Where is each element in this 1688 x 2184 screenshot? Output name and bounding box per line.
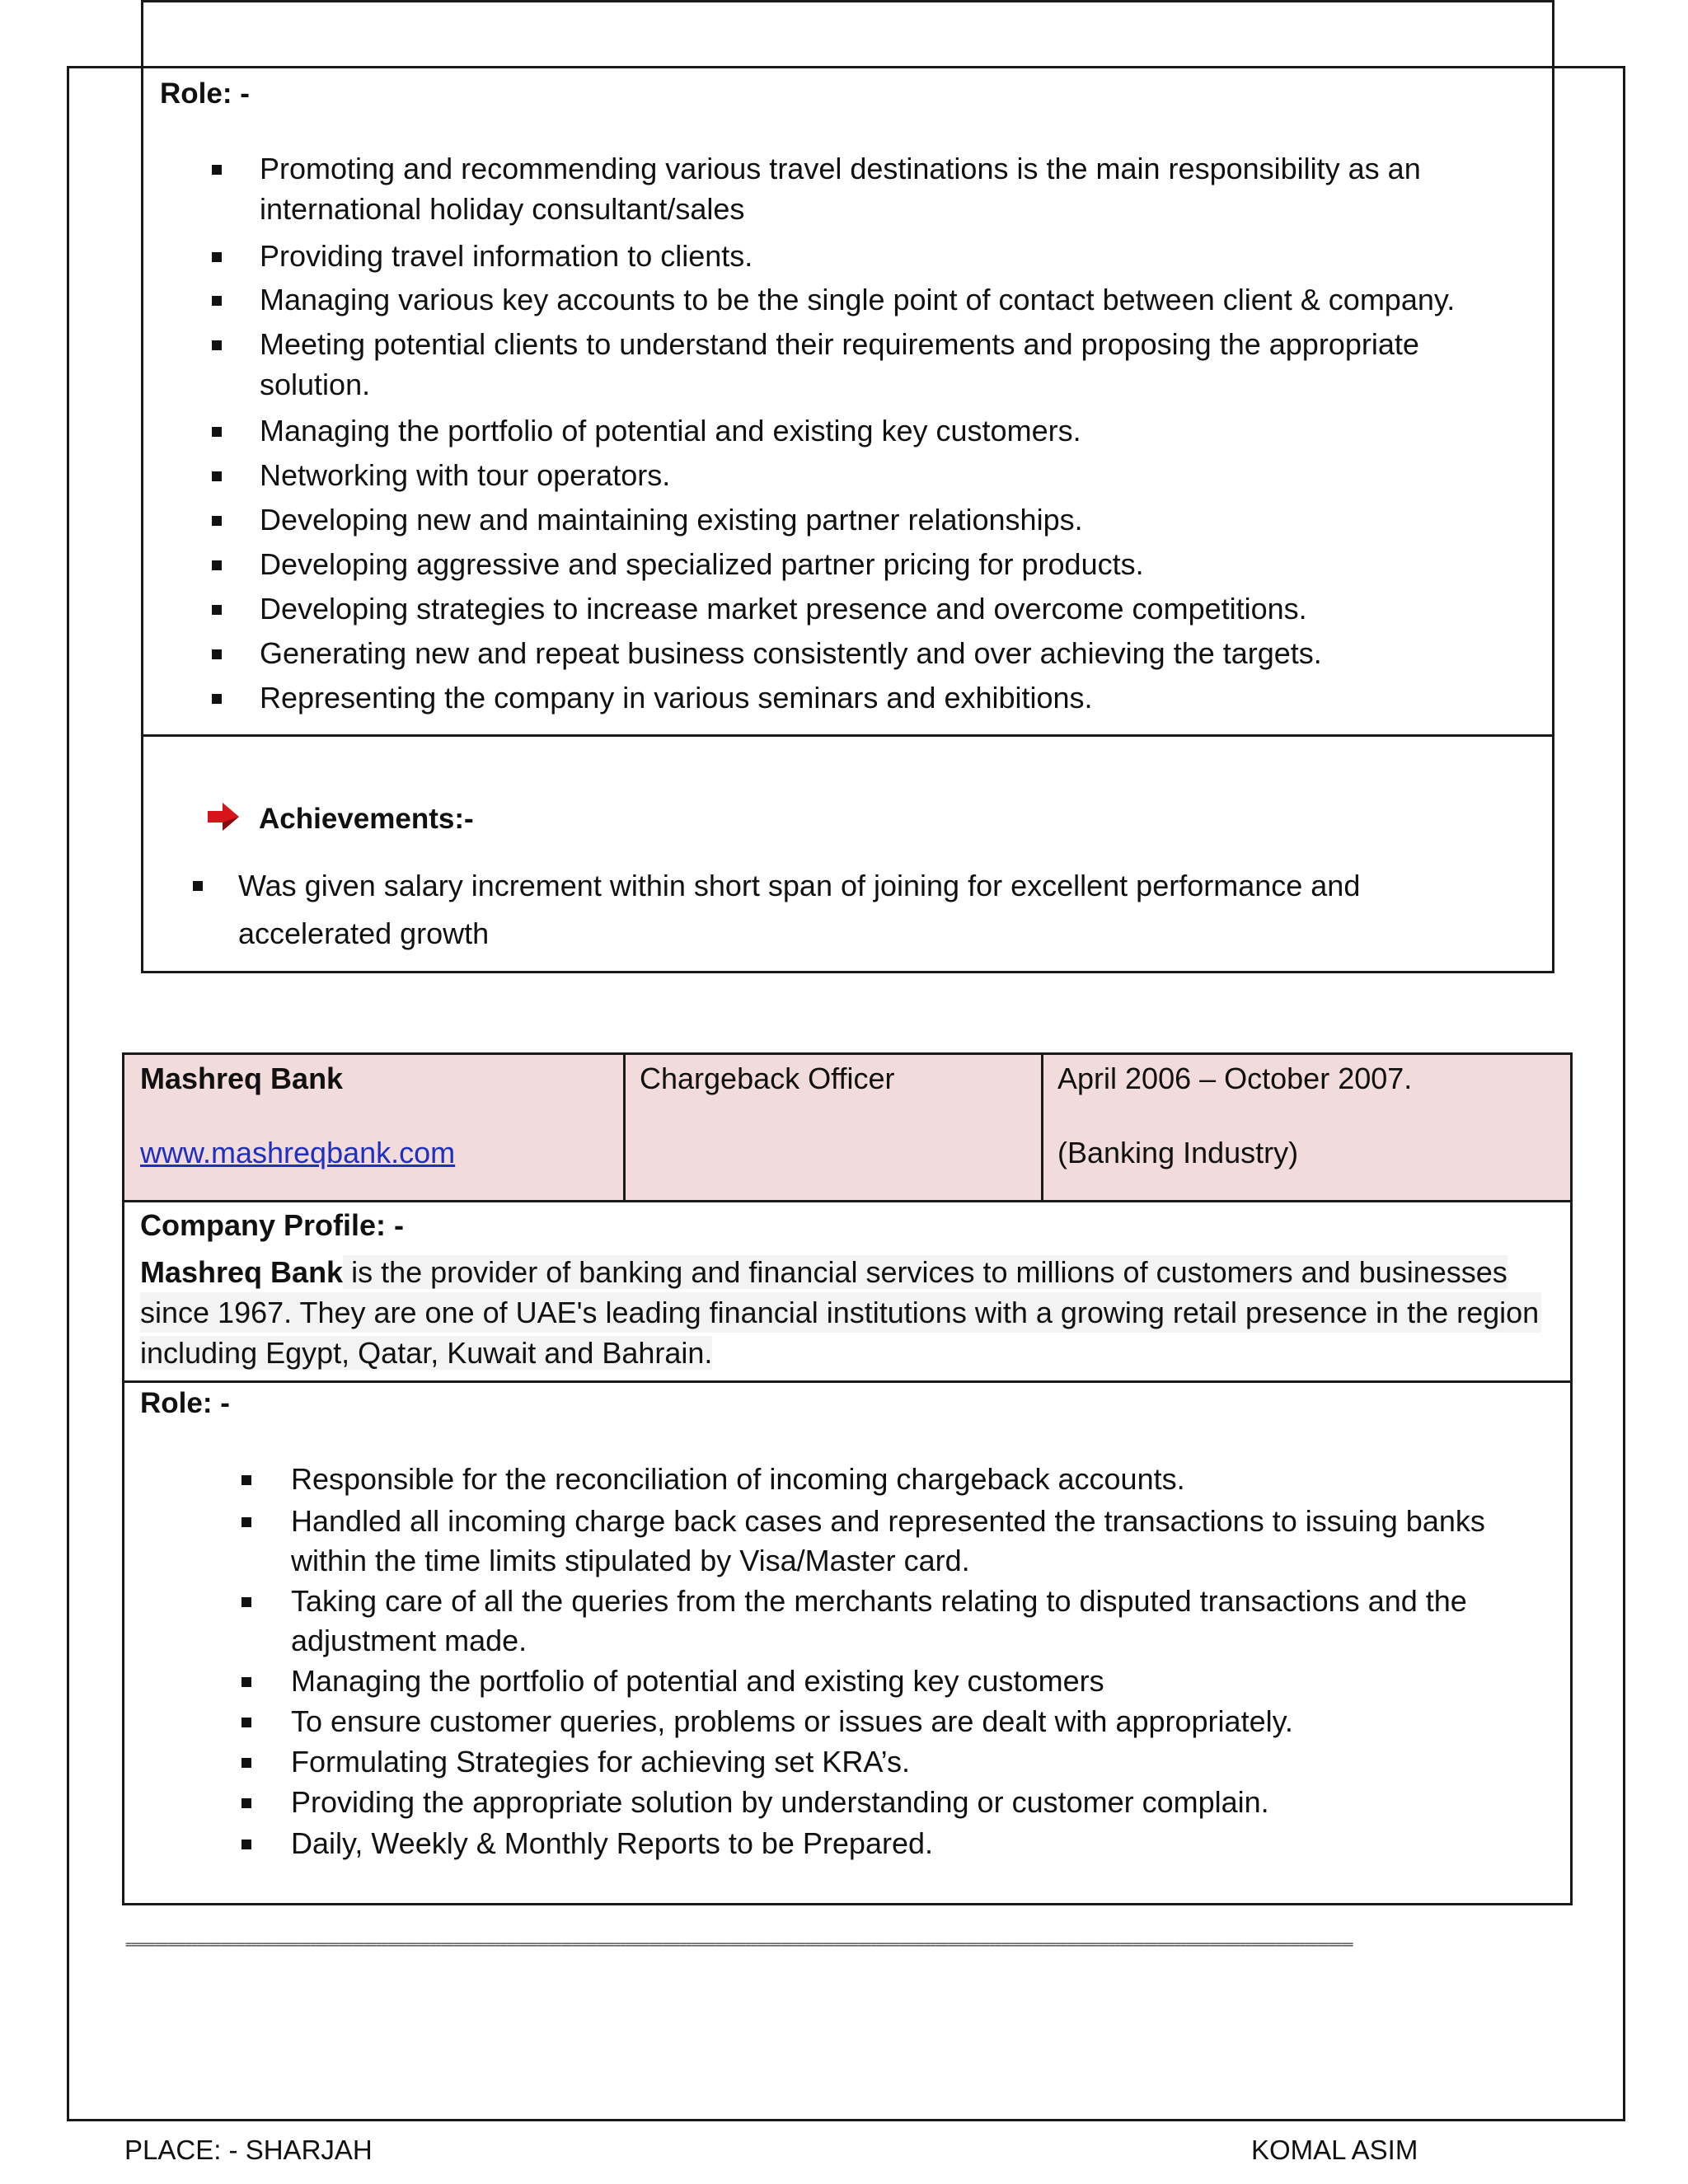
- list-item: [210, 588, 1529, 630]
- list-item: [241, 1824, 1494, 1864]
- bullet-square-icon: [212, 471, 222, 481]
- role-item-text: Promoting and recommending various travel destinations is the main responsibility as an international holiday consultant/sales: [260, 152, 1421, 226]
- bullet-square-icon: [212, 605, 222, 615]
- achievement-text: Was given salary increment within short span of joining for excellent performance and accelerated growth: [238, 869, 1361, 950]
- bullet-square-icon: [212, 165, 222, 175]
- job-header-row: [124, 1054, 1572, 1202]
- role-item-text: Handled all incoming charge back cases and represented the transactions to issuing banks within the time limits stipulated by Visa/Master card.: [291, 1504, 1485, 1577]
- list-item: [210, 633, 1529, 675]
- list-item: [210, 279, 1529, 321]
- list-item: [241, 1502, 1494, 1582]
- bullet-square-icon: [241, 1475, 251, 1485]
- bullet-square-icon: [241, 1517, 251, 1527]
- company-profile-heading: Company Profile: -: [140, 1208, 405, 1242]
- list-item: [210, 455, 1529, 497]
- list-item: [210, 499, 1529, 541]
- role-item-text: Developing strategies to increase market presence and overcome competitions.: [260, 592, 1307, 626]
- profile-line-3: including Egypt, Qatar, Kuwait and Bahrain.: [140, 1336, 713, 1370]
- profile-line-2: since 1967. They are one of UAE's leading financial institutions with a growing retail presence in the region: [140, 1292, 1541, 1333]
- bullet-square-icon: [212, 427, 222, 437]
- role-item-text: Developing new and maintaining existing partner relationships.: [260, 503, 1083, 537]
- travel-role-list: [210, 148, 1529, 722]
- list-item: [241, 1742, 1494, 1783]
- role-item-text: To ensure customer queries, problems or issues are dealt with appropriately.: [291, 1704, 1293, 1738]
- company-profile-row: [124, 1202, 1572, 1382]
- list-item: [241, 1460, 1494, 1502]
- profile-line-1: is the provider of banking and financial services to millions of customers and businesses: [343, 1255, 1507, 1289]
- bullet-square-icon: [241, 1677, 251, 1687]
- footer-name: KOMAL ASIM: [1251, 2135, 1418, 2165]
- role-item-text: Providing travel information to clients.: [260, 239, 753, 273]
- list-item: [241, 1582, 1494, 1661]
- profile-company-name: Mashreq Bank: [140, 1255, 344, 1289]
- company-profile-text: [140, 1252, 1541, 1373]
- job-period: April 2006 – October 2007.: [1057, 1062, 1413, 1095]
- role-item-text: Networking with tour operators.: [260, 458, 671, 492]
- company-name: Mashreq Bank: [140, 1062, 344, 1095]
- list-item: [191, 862, 1477, 958]
- period-cell: [1043, 1054, 1572, 1202]
- achievements-divider: [141, 734, 1554, 737]
- list-item: [210, 324, 1529, 408]
- mashreq-role-list: [241, 1460, 1494, 1864]
- role-item-text: Representing the company in various seminars and exhibitions.: [260, 681, 1093, 715]
- job-title: Chargeback Officer: [640, 1062, 895, 1095]
- mashreq-role-row: [124, 1382, 1572, 1905]
- profile-line: [140, 1252, 1541, 1292]
- mashreq-role-heading: Role: -: [140, 1387, 230, 1419]
- bullet-square-icon: [241, 1798, 251, 1808]
- list-item: [241, 1783, 1494, 1824]
- list-item: [210, 236, 1529, 277]
- bullet-square-icon: [212, 516, 222, 526]
- arrow-right-icon: [208, 803, 239, 831]
- footer-place: PLACE: - SHARJAH: [124, 2135, 373, 2165]
- role-item-text: Providing the appropriate solution by understanding or customer complain.: [291, 1785, 1269, 1819]
- bullet-square-icon: [193, 881, 203, 891]
- company-website-link[interactable]: www.mashreqbank.com: [140, 1136, 456, 1169]
- list-item: [241, 1702, 1494, 1742]
- bullet-square-icon: [241, 1597, 251, 1607]
- company-profile-cell: [124, 1202, 1572, 1382]
- role-item-text: Managing the portfolio of potential and existing key customers.: [260, 414, 1081, 448]
- bullet-square-icon: [212, 649, 222, 659]
- list-item: [210, 677, 1529, 719]
- role-item-text: Daily, Weekly & Monthly Reports to be Prepared.: [291, 1826, 934, 1860]
- list-item: [210, 148, 1529, 233]
- role-item-text: Taking care of all the queries from the merchants relating to disputed transactions and the adjustment made.: [291, 1584, 1467, 1657]
- bullet-square-icon: [212, 340, 222, 350]
- role-item-text: Formulating Strategies for achieving set KRA’s.: [291, 1745, 911, 1779]
- role-heading: Role: -: [160, 77, 250, 110]
- company-cell: [124, 1054, 625, 1202]
- list-item: [241, 1661, 1494, 1702]
- list-item: [210, 544, 1529, 586]
- industry-label: (Banking Industry): [1057, 1136, 1299, 1169]
- bullet-square-icon: [241, 1718, 251, 1727]
- title-cell: [625, 1054, 1043, 1202]
- achievements-heading: Achievements:-: [259, 803, 474, 835]
- achievements-list: [191, 862, 1477, 958]
- bullet-square-icon: [212, 296, 222, 306]
- role-item-text: Managing various key accounts to be the single point of contact between client & company.: [260, 283, 1456, 316]
- role-item-text: Generating new and repeat business consistently and over achieving the targets.: [260, 636, 1322, 670]
- bullet-square-icon: [212, 694, 222, 704]
- bullet-square-icon: [241, 1840, 251, 1849]
- role-item-text: Managing the portfolio of potential and existing key customers: [291, 1664, 1104, 1698]
- mashreq-job-table: [122, 1052, 1573, 1905]
- list-item: [210, 410, 1529, 452]
- role-item-text: Responsible for the reconciliation of incoming chargeback accounts.: [291, 1462, 1185, 1496]
- equals-separator: ==============================================================================================================================================================================================================: [125, 1938, 1353, 1952]
- bullet-square-icon: [241, 1758, 251, 1768]
- bullet-square-icon: [212, 252, 222, 262]
- role-item-text: Developing aggressive and specialized partner pricing for products.: [260, 547, 1144, 581]
- mashreq-role-cell: [124, 1382, 1572, 1905]
- bullet-square-icon: [212, 560, 222, 570]
- role-item-text: Meeting potential clients to understand their requirements and proposing the appropriate solution.: [260, 327, 1419, 401]
